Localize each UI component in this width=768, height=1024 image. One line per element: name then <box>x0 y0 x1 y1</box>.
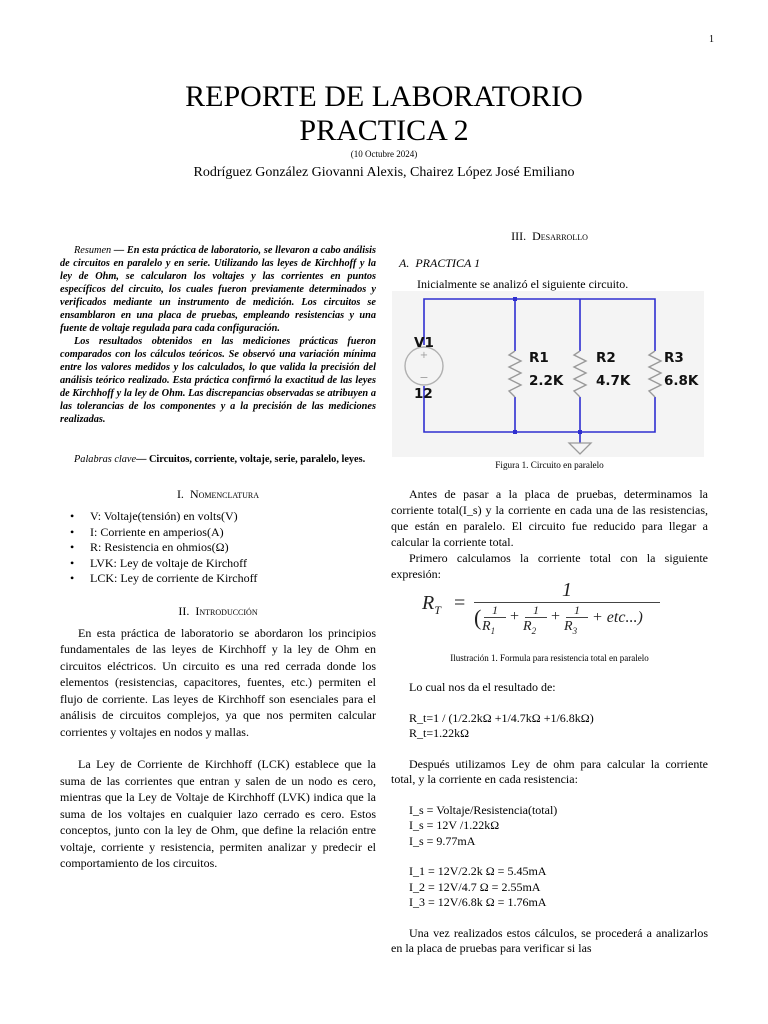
nomenclature-numeral: I. <box>176 487 184 501</box>
development-paragraph-1: Antes de pasar a la placa de pruebas, determinamos la corriente total(I_s) y la corriente en cada una de las resistencias, que están en paralelo. El circuito fue reducido para llegar a calcular la corriente total. <box>391 487 708 549</box>
formula-r2: $R_2$ <box>523 619 537 636</box>
paper-title-line-2: PRACTICA 2 <box>299 114 469 147</box>
resistor-r3-value: 6.8K <box>664 373 699 389</box>
keywords-dash: — <box>136 454 149 465</box>
list-item: • R: Resistencia en ohmios(Ω) <box>70 540 229 554</box>
ohm-intro: Después utilizamos Ley de ohm para calcular la corriente total, y la corriente en cada resistencia: <box>391 756 708 786</box>
list-item: • LVK: Ley de voltaje de Kirchoff <box>70 555 247 570</box>
formula-r1: $R_1$ <box>482 619 496 636</box>
development-numeral: III. <box>511 229 527 243</box>
is-line-2: I_s = 12V /1.22kΩ <box>409 818 500 832</box>
nomenclature-list <box>60 509 376 587</box>
formula-r3: $R_3$ <box>564 619 578 636</box>
right-column-body <box>391 486 708 582</box>
formula-plus-1: + <box>510 608 520 625</box>
keywords-label: Palabras clave <box>74 454 137 465</box>
source-value: 12 <box>414 386 433 402</box>
formula-lhs: $R_T$ <box>422 592 441 617</box>
list-item: • I: Corriente en amperios(A) <box>70 524 224 539</box>
i1-line: I_1 = 12V/2.2k Ω = 5.45mA <box>409 864 547 878</box>
is-line-3: I_s = 9.77mA <box>409 833 476 848</box>
page-number: 1 <box>709 34 714 45</box>
development-title: Desarrollo <box>532 229 588 243</box>
paper-date: (10 Octubre 2024) <box>350 149 418 159</box>
list-item: • LCK: Ley de corriente de Kirchoff <box>70 571 258 585</box>
resistor-r2-label: R2 <box>596 350 616 366</box>
keywords-text: Circuitos, corriente, voltaje, serie, paralelo, leyes. <box>148 454 366 465</box>
circuit-diagram <box>392 291 704 457</box>
formula-caption: Ilustración 1. Formula para resistencia total en paralelo <box>450 653 649 663</box>
resistor-r1-value: 2.2K <box>529 373 564 389</box>
calculations <box>391 680 708 957</box>
formula <box>422 581 667 639</box>
abstract <box>60 244 376 426</box>
i2-line: I_2 = 12V/4.7 Ω = 2.55mA <box>409 879 541 894</box>
formula-frac-1-num: 1 <box>484 603 506 618</box>
abstract-paragraph-1 <box>60 244 376 335</box>
formula-frac-3-num: 1 <box>566 603 588 618</box>
keywords <box>60 453 376 467</box>
abstract-label: Resumen <box>74 245 112 256</box>
subsection-heading <box>391 256 708 271</box>
result-intro: Lo cual nos da el resultado de: <box>409 680 556 694</box>
svg-text:+: + <box>419 350 429 361</box>
subsection-title: PRACTICA 1 <box>415 256 481 270</box>
left-column <box>60 244 376 872</box>
formula-numerator: 1 <box>562 579 572 601</box>
introduction-title: Introducción <box>195 603 258 618</box>
formula-frac-2-num: 1 <box>525 603 547 618</box>
formula-etc: + etc...) <box>592 609 643 626</box>
rt-line-1: R_t=1 / (1/2.2kΩ +1/4.7kΩ +1/6.8kΩ) <box>409 710 594 725</box>
resistor-r3-label: R3 <box>664 350 684 366</box>
figure-1-caption: Figura 1. Circuito en paralelo <box>495 460 604 470</box>
paper-authors: Rodríguez González Giovanni Alexis, Chairez López José Emiliano <box>193 165 575 180</box>
rt-line-2: R_t=1.22kΩ <box>409 726 470 740</box>
introduction-paragraph-1: En esta práctica de laboratorio se abordaron los principios fundamentales de las leyes de Kirchhoff y la ley de Ohm en circuitos eléctricos. Un circuito es una red cerrada donde los elementos (resistencias, capacitores, fuentes, etc.) permiten el flujo de corriente. Las leyes de Kirchhoff son esenciales para el análisis de circuitos complejos, ya que nos permiten calcular corrientes y voltajes en nodos y mallas. <box>60 625 376 739</box>
abstract-text-1: En esta práctica de laboratorio, se llevaron a cabo análisis de circuitos en paralelo y en serie. Utilizando las leyes de Kirchhoff y la ley de Ohm, se calcularon los voltajes y las corrientes en puntos específicos del circuito, los cuales fueron previamente determinados y verificados mediante un instrumento de medición. Los circuitos se ensamblaron en una placa de pruebas, empleando resistencias y una fuente de voltaje regulada para cada configuración. <box>60 245 376 334</box>
subsection-label: A. <box>399 256 410 270</box>
closing-paragraph: Una vez realizados estos cálculos, se procederá a analizarlos en la placa de pruebas para verificar si las <box>391 925 708 955</box>
right-column <box>391 229 708 292</box>
formula-open-paren: ( <box>474 605 482 630</box>
i3-line: I_3 = 12V/6.8k Ω = 1.76mA <box>409 895 547 909</box>
list-item: • V: Voltaje(tensión) en volts(V) <box>70 509 238 523</box>
abstract-dash: — <box>111 245 127 256</box>
introduction-numeral: II. <box>178 603 190 618</box>
paper-title-line-1: REPORTE DE LABORATORIO <box>185 80 583 113</box>
svg-text:−: − <box>419 371 429 384</box>
abstract-paragraph-2: Los resultados obtenidos en las mediciones prácticas fueron comparados con los cálculos teóricos. Se observó una variación mínima entre los valores medidos y los calculados, lo que valida la precisión del análisis teórico realizado. Esta práctica confirmó la exactitud de las leyes de Kirchhoff y la ley de Ohm. Las discrepancias observadas se atribuyen a las tolerancias de los componentes y a la precisión de las mediciones realizadas. <box>60 336 376 425</box>
introduction-heading <box>60 604 376 619</box>
source-label: V1 <box>414 335 434 351</box>
formula-equals: = <box>454 592 466 614</box>
formula-plus-2: + <box>551 608 561 625</box>
development-intro: Inicialmente se analizó el siguiente circuito. <box>417 277 629 291</box>
nomenclature-heading <box>60 487 376 502</box>
is-line-1: I_s = Voltaje/Resistencia(total) <box>409 802 558 817</box>
development-paragraph-2: Primero calculamos la corriente total con la siguiente expresión: <box>391 551 708 581</box>
development-heading <box>391 229 708 244</box>
introduction-paragraph-2: La Ley de Corriente de Kirchhoff (LCK) establece que la suma de las corrientes que entran y salen de un nodo es cero, mientras que la Ley de Voltaje de Kirchhoff (LVK) indica que la suma de los voltajes en cualquier lazo cerrado es cero. Estos conceptos, junto con la ley de Ohm, que define la relación entre voltaje, corriente y resistencia, permiten analizar y predecir el comportamiento de los circuitos. <box>60 757 376 870</box>
nomenclature-title: Nomenclatura <box>189 487 260 501</box>
resistor-r1-label: R1 <box>529 350 549 366</box>
resistor-r2-value: 4.7K <box>596 373 631 389</box>
